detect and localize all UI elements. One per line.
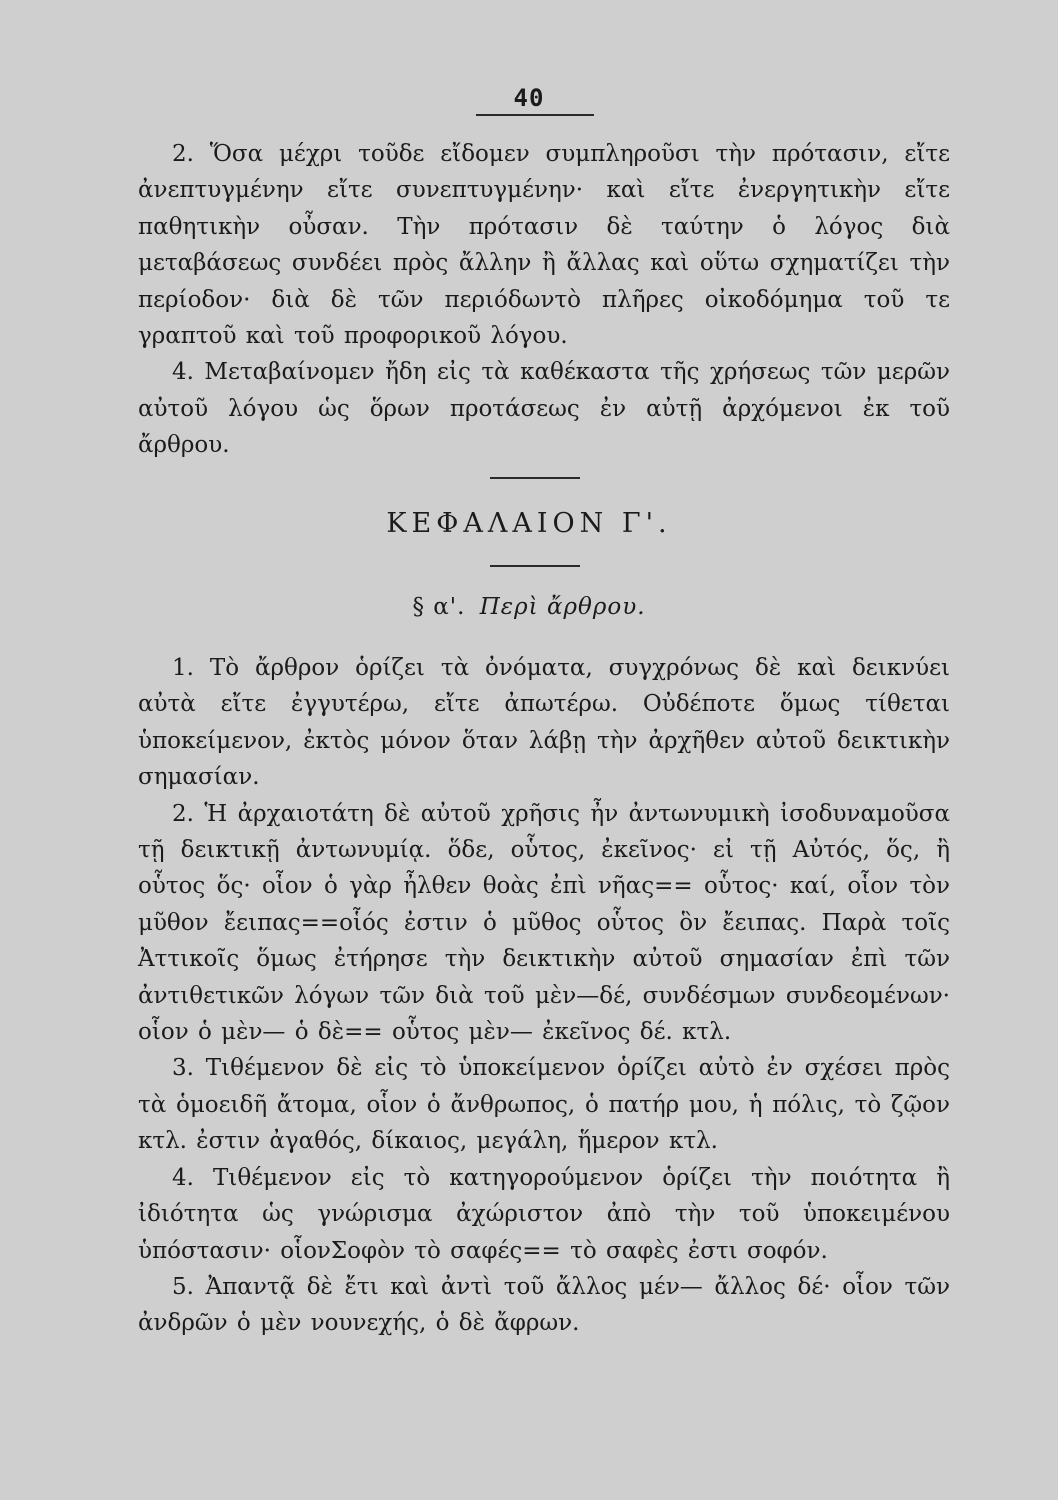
header-rule xyxy=(476,114,594,116)
text-block-before-chapter xyxy=(138,136,950,464)
divider-rule xyxy=(490,477,580,479)
paragraph: 5. Ἀπαντᾷ δὲ ἔτι καὶ ἀντὶ τοῦ ἄλλος μέν— ἄλλος δέ· οἷον τῶν ἀνδρῶν ὁ μὲν νουνεχής, ὁ δὲ ἄφρων. xyxy=(138,1273,950,1337)
divider-rule xyxy=(490,565,580,567)
paragraph: 4. Τιθέμενον εἰς τὸ κατηγορούμενον ὁρίζει τὴν ποιότητα ἢ ἰδιότητα ὡς γνώρισμα ἀχώριστον ἀπὸ τὴν τοῦ ὑποκειμένου ὑπόστασιν· οἷονΣοφὸν τὸ σαφές== τὸ σαφὲς ἐστι σοφόν. xyxy=(138,1164,950,1264)
chapter-title: ΚΕΦΑΛΑΙΟΝ Γ'. xyxy=(386,508,672,539)
section-title: Περὶ ἄρθρου. xyxy=(479,594,646,620)
paragraph: 2. Ὅσα μέχρι τοῦδε εἴδομεν συμπληροῦσι τὴν πρότασιν, εἴτε ἀνεπτυγμένην εἴτε συνεπτυγμένην· καὶ εἴτε ἐνεργητικὴν εἴτε παθητικὴν οὖσαν. Τὴν πρότασιν δὲ ταύτην ὁ λόγος διὰ μεταβάσεως συνδέει πρὸς ἄλλην ἢ ἄλλας καὶ οὕτω σχηματίζει τὴν περίοδον· διὰ δὲ τῶν περιόδωντὸ πλῆρες οἰκοδόμημα τοῦ τε γραπτοῦ καὶ τοῦ προφορικοῦ λόγου. xyxy=(138,141,950,350)
paragraph: 4. Μεταβαίνομεν ἤδη εἰς τὰ καθέκαστα τῆς χρήσεως τῶν μερῶν αὐτοῦ λόγου ὡς ὅρων προτάσεως ἐν αὐτῇ ἀρχόμενοι ἐκ τοῦ ἄρθρου. xyxy=(138,359,950,459)
paragraph: 3. Τιθέμενον δὲ εἰς τὸ ὑποκείμενον ὁρίζει αὐτὸ ἐν σχέσει πρὸς τὰ ὁμοειδῆ ἄτομα, οἷον ὁ ἄνθρωπος, ὁ πατήρ μου, ἡ πόλις, τὸ ζῷον κτλ. ἐστιν ἀγαθός, δίκαιος, μεγάλη, ἥμερον κτλ. xyxy=(138,1055,950,1155)
paragraph: 1. Τὸ ἄρθρον ὁρίζει τὰ ὀνόματα, συγχρόνως δὲ καὶ δεικνύει αὐτὰ εἴτε ἐγγυτέρω, εἴτε ἀπωτέρω. Οὐδέποτε ὅμως τίθεται ὑποκείμενον, ἐκτὸς μόνον ὅταν λάβῃ τὴν ἀρχῆθεν αὐτοῦ δεικτικὴν σημασίαν. xyxy=(138,655,950,791)
text-block-section xyxy=(138,650,950,1342)
section-heading xyxy=(0,594,1058,620)
section-mark: § α'. xyxy=(412,594,466,620)
page-number: 40 xyxy=(513,84,545,112)
paragraph: 2. Ἡ ἀρχαιοτάτη δὲ αὐτοῦ χρῆσις ἦν ἀντωνυμικὴ ἰσοδυναμοῦσα τῇ δεικτικῇ ἀντωνυμίᾳ. ὅδε, οὗτος, ἐκεῖνος· εἰ τῇ Αὐτός, ὅς, ἢ οὗτος ὅς· οἷον ὁ γὰρ ἦλθεν θοὰς ἐπὶ νῆας== οὗτος· καί, οἷον τὸν μῦθον ἔειπας==οἷός ἐστιν ὁ μῦθος οὗτος ὃν ἔειπας. Παρὰ τοῖς Ἀττικοῖς ὅμως ἐτήρησε τὴν δεικτικὴν αὐτοῦ σημασίαν ἐπὶ τῶν ἀντιθετικῶν λόγων τῶν διὰ τοῦ μὲν—δέ, συνδέσμων συνδεομένων· οἷον ὁ μὲν— ὁ δὲ== οὗτος μὲν— ἐκεῖνος δέ. κτλ. xyxy=(138,800,950,1046)
